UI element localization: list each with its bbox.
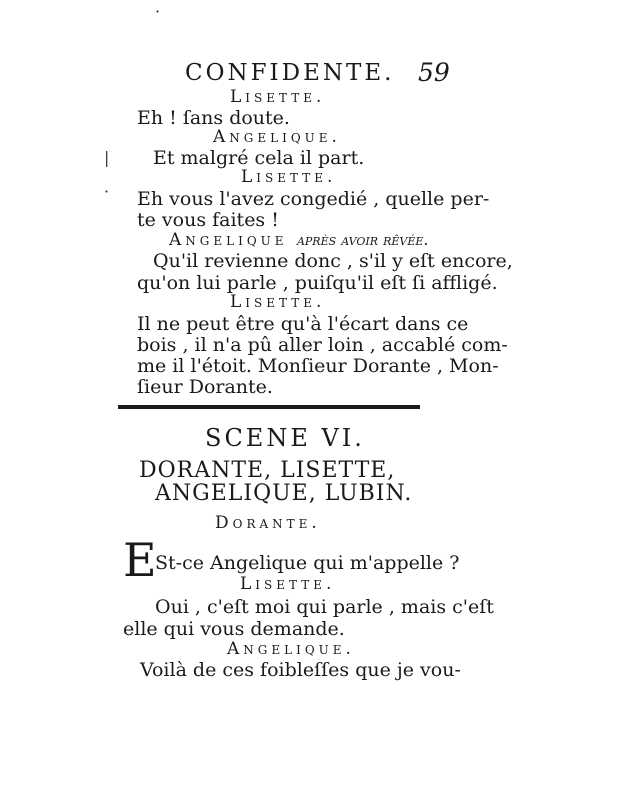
dialogue-line: Voilà de ces foibleſſes que je vou- <box>140 659 461 681</box>
dialogue-line: Eh ! ſans doute. <box>137 107 290 129</box>
dialogue-line: Il ne peut être qu'à l'écart dans ce <box>137 313 469 335</box>
speaker-name: Angelique. <box>213 127 341 147</box>
dialogue-line: St-ce Angelique qui m'appelle ? <box>155 552 460 574</box>
margin-mark: | <box>104 148 110 167</box>
running-title: CONFIDENTE. <box>185 60 395 86</box>
stage-direction: après avoir rêvée. <box>296 230 429 249</box>
section-rule <box>118 405 420 409</box>
dialogue-line: me il l'étoit. Monſieur Dorante , Mon- <box>137 355 499 377</box>
dialogue-line: Et malgré cela il part. <box>153 147 365 169</box>
speaker-name: Lisette. <box>240 574 336 594</box>
speaker-label: Angelique <box>169 230 288 250</box>
dialogue-line: Qu'il revienne donc , s'il y eſt encore, <box>153 250 513 272</box>
speaker-name: Angelique. <box>227 639 355 659</box>
scene-cast: ANGELIQUE, LUBIN. <box>155 481 413 506</box>
dialogue-line: qu'on lui parle , puiſqu'il eſt ſi affligé. <box>137 272 498 294</box>
dialogue-line: ſieur Dorante. <box>137 376 273 398</box>
dialogue-line: te vous faites ! <box>137 209 279 231</box>
margin-mark: · <box>104 182 110 201</box>
speaker-name <box>169 230 429 250</box>
dialogue-line: elle qui vous demande. <box>123 618 345 640</box>
dialogue-line: bois , il n'a pû aller loin , accablé com- <box>137 334 508 356</box>
dialogue-line: Eh vous l'avez congedié , quelle per- <box>137 188 490 210</box>
speaker-name: Lisette. <box>230 292 326 312</box>
dialogue-line: Oui , c'eſt moi qui parle , mais c'eſt <box>155 596 494 618</box>
speaker-name: Lisette. <box>230 87 326 107</box>
drop-cap: E <box>123 533 157 587</box>
scene-cast: DORANTE, LISETTE, <box>139 458 396 483</box>
speaker-name: Lisette. <box>241 167 337 187</box>
speaker-name: Dorante. <box>215 513 321 533</box>
page-number: 59 <box>418 58 450 87</box>
scene-title: SCENE VI. <box>205 424 365 452</box>
margin-mark: · <box>155 2 161 21</box>
